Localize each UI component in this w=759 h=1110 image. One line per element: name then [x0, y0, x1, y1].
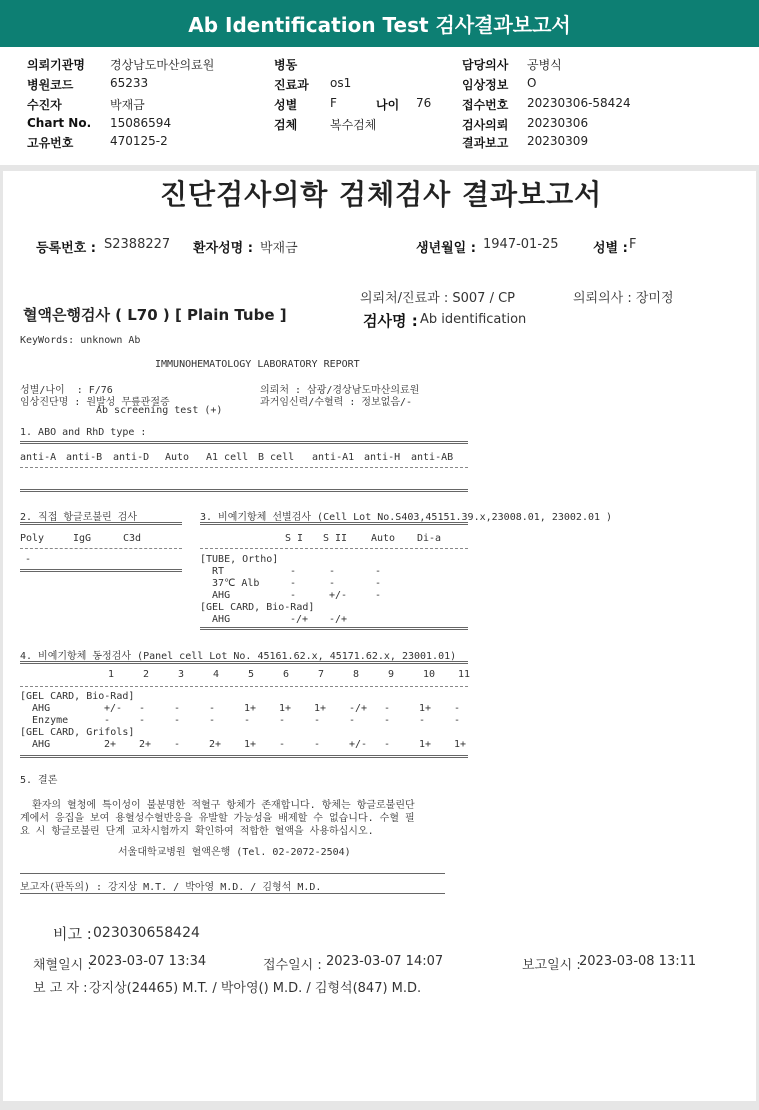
requester-line: 의뢰처 : 삼광/경상남도마산의료원	[260, 385, 420, 396]
screen-col-s2: S II	[323, 533, 348, 544]
clinical-info-value: O	[527, 76, 537, 90]
panel-row-label: AHG	[20, 739, 51, 750]
screening-cell: -	[329, 566, 336, 577]
panel-col-header: 2	[143, 669, 150, 680]
panel-cell: -	[419, 715, 426, 726]
panel-cell: -	[384, 739, 391, 750]
screening-row-label: RT	[200, 566, 225, 577]
dept-info: 의뢰처/진료과 : S007 / CP	[360, 291, 515, 306]
abo-col-anti-d: anti-D	[113, 452, 150, 463]
panel-cell: 1+	[454, 739, 467, 750]
doc-sex-value: F	[629, 237, 637, 252]
signer-label: 보 고 자 :	[33, 981, 88, 996]
abo-col-a1-cell: A1 cell	[206, 452, 249, 463]
abo-col-anti-h: anti-H	[364, 452, 401, 463]
panel-cell: -	[174, 703, 181, 714]
sex-label: 성별	[274, 98, 298, 112]
doc-sex-label: 성별 :	[593, 241, 628, 256]
request-date-value: 20230306	[527, 116, 589, 130]
age-value: 76	[416, 96, 432, 110]
screening-row-label: AHG	[200, 590, 231, 601]
abo-col-anti-b: anti-B	[66, 452, 103, 463]
signer-value: 강지상(24465) M.T. / 박아영() M.D. / 김형석(847) M.D.	[89, 981, 422, 996]
unique-id-value: 470125-2	[110, 134, 168, 148]
unique-id-label: 고유번호	[27, 136, 74, 150]
transfusion-history: 과거임신력/수혈력 : 정보없음/-	[260, 397, 413, 408]
request-date-label: 검사의뢰	[462, 118, 509, 132]
panel-cell: -	[454, 715, 461, 726]
requesting-doctor: 의뢰의사 : 장미정	[573, 291, 674, 306]
panel-col-header: 6	[283, 669, 290, 680]
received-label: 접수일시 :	[263, 958, 322, 973]
screening-cell: -	[290, 578, 297, 589]
panel-cell: -	[349, 715, 356, 726]
panel-row-label: AHG	[20, 703, 51, 714]
report-date-label: 결과보고	[462, 136, 509, 150]
remark-label: 비고 :	[53, 925, 92, 943]
divider	[20, 522, 182, 525]
divider	[20, 441, 468, 444]
received-value: 2023-03-07 14:07	[326, 954, 444, 969]
report-readers: 보고자(판독의) : 강지상 M.T. / 박아영 M.D. / 김형석 M.D.	[20, 882, 322, 893]
screen-col-dia: Di-a	[417, 533, 442, 544]
specimen-value: 복수검체	[330, 118, 377, 132]
reported-label: 보고일시 :	[522, 958, 581, 973]
dat-result: -	[25, 554, 32, 565]
screening-cell: -	[375, 590, 382, 601]
screening-cell: -	[375, 578, 382, 589]
dat-col-igg: IgG	[73, 533, 92, 544]
panel-cell: -	[139, 703, 146, 714]
panel-cell: -	[139, 715, 146, 726]
panel-col-header: 5	[248, 669, 255, 680]
panel-row-label: [GEL CARD, Bio-Rad]	[20, 691, 135, 702]
hospital-code-label: 병원코드	[27, 78, 74, 92]
panel-cell: -	[174, 739, 181, 750]
reported-value: 2023-03-08 13:11	[579, 954, 697, 969]
panel-col-header: 9	[388, 669, 395, 680]
panel-cell: -	[209, 703, 216, 714]
panel-cell: -	[314, 739, 321, 750]
panel-col-header: 8	[353, 669, 360, 680]
hospital-name-value: 경상남도마산의료원	[110, 58, 215, 72]
panel-col-header: 3	[178, 669, 185, 680]
keywords: KeyWords: unknown Ab	[20, 335, 141, 346]
scanned-report-document	[3, 171, 756, 1101]
divider	[20, 686, 468, 687]
panel-cell: +/-	[349, 739, 368, 750]
test-name-value: Ab identification	[420, 312, 527, 327]
registration-value: S2388227	[104, 237, 171, 252]
panel-cell: 1+	[244, 739, 257, 750]
divider	[200, 522, 468, 525]
chart-no-label: Chart No.	[27, 116, 92, 130]
ward-label: 병동	[274, 58, 298, 72]
panel-row-label: [GEL CARD, Grifols]	[20, 727, 135, 738]
screening-row-label: 37℃ Alb	[200, 578, 260, 589]
panel-cell: -	[174, 715, 181, 726]
hospital-name-label: 의뢰기관명	[27, 58, 85, 72]
department-label: 진료과	[274, 78, 309, 92]
clinical-info-label: 임상정보	[462, 78, 509, 92]
panel-cell: -	[279, 715, 286, 726]
divider	[20, 548, 182, 549]
dat-col-poly: Poly	[20, 533, 45, 544]
test-category: 혈액은행검사 ( L70 ) [ Plain Tube ]	[23, 306, 287, 324]
panel-col-header: 1	[108, 669, 115, 680]
attending-doctor-value: 공병식	[527, 58, 562, 72]
remark-value: 023030658424	[93, 925, 200, 941]
patient-label: 수진자	[27, 98, 62, 112]
patient-name-label: 환자성명 :	[193, 241, 253, 256]
collected-label: 채혈일시 :	[33, 958, 92, 973]
screening-cell: -/+	[329, 614, 348, 625]
sex-value: F	[330, 96, 337, 110]
panel-cell: 1+	[279, 703, 292, 714]
screening-row-label: [GEL CARD, Bio-Rad]	[200, 602, 315, 613]
screening-title: 3. 비예기항체 선별검사 (Cell Lot No.S403,45151.39.x,23008.01, 23002.01 )	[200, 512, 613, 523]
report-date-value: 20230309	[527, 134, 589, 148]
screen-col-auto: Auto	[371, 533, 396, 544]
panel-cell: -	[279, 739, 286, 750]
panel-title: 4. 비예기항체 동정검사 (Panel cell Lot No. 45161.62.x, 45171.62.x, 23001.01)	[20, 651, 457, 662]
panel-cell: -	[384, 703, 391, 714]
patient-name-value: 박재금	[260, 241, 298, 256]
attending-doctor-label: 담당의사	[462, 58, 509, 72]
panel-col-header: 10	[423, 669, 436, 680]
panel-col-header: 4	[213, 669, 220, 680]
panel-cell: +/-	[104, 703, 123, 714]
divider	[200, 548, 468, 549]
report-banner-title: Ab Identification Test 검사결과보고서	[0, 0, 759, 47]
conclusion-line: 요 시 항글로불린 단계 교차시험까지 확인하여 적합한 혈액을 사용하십시오.	[20, 826, 374, 837]
panel-cell: 2+	[139, 739, 152, 750]
panel-cell: -	[104, 715, 111, 726]
panel-cell: 1+	[419, 703, 432, 714]
abo-col-anti-ab: anti-AB	[411, 452, 454, 463]
lab-report-title: IMMUNOHEMATOLOGY LABORATORY REPORT	[155, 359, 360, 370]
screening-cell: -/+	[290, 614, 309, 625]
divider	[20, 755, 468, 758]
abo-rhd-title: 1. ABO and RhD type :	[20, 427, 147, 438]
registration-label: 등록번호 :	[36, 241, 96, 256]
panel-cell: -	[209, 715, 216, 726]
clinical-diagnosis-2: Ab screening test (+)	[96, 405, 223, 416]
screening-row-label: [TUBE, Ortho]	[200, 554, 279, 565]
divider	[20, 661, 468, 664]
screening-row-label: AHG	[200, 614, 231, 625]
panel-cell: -/+	[349, 703, 368, 714]
request-header-panel	[0, 47, 759, 165]
panel-cell: 1+	[419, 739, 432, 750]
panel-cell: -	[244, 715, 251, 726]
document-title: 진단검사의학 검체검사 결과보고서	[160, 178, 603, 211]
page-bottom-margin	[0, 1101, 759, 1110]
panel-cell: -	[384, 715, 391, 726]
department-value: os1	[330, 76, 352, 90]
divider	[20, 873, 445, 874]
screening-cell: -	[375, 566, 382, 577]
divider	[20, 569, 182, 572]
screening-cell: -	[290, 566, 297, 577]
abo-col-anti-a1: anti-A1	[312, 452, 355, 463]
divider	[20, 489, 468, 492]
screening-cell: -	[329, 578, 336, 589]
birthdate-label: 생년월일 :	[416, 241, 476, 256]
chart-no-value: 15086594	[110, 116, 172, 130]
abo-col-anti-a: anti-A	[20, 452, 57, 463]
accession-label: 접수번호	[462, 98, 509, 112]
clinical-diagnosis: 임상진단명 : 원발성 무릎관절증	[20, 397, 170, 408]
divider	[200, 627, 468, 630]
patient-value: 박재금	[110, 98, 145, 112]
panel-col-header: 7	[318, 669, 325, 680]
conclusion-title: 5. 결론	[20, 775, 58, 786]
hospital-code-value: 65233	[110, 76, 149, 90]
abo-col-auto: Auto	[165, 452, 190, 463]
dat-title: 2. 직접 항글로불린 검사	[20, 512, 138, 523]
dat-col-c3d: C3d	[123, 533, 142, 544]
divider	[20, 467, 468, 468]
divider	[20, 893, 445, 894]
panel-cell: 1+	[244, 703, 257, 714]
screening-cell: -	[290, 590, 297, 601]
collected-value: 2023-03-07 13:34	[89, 954, 207, 969]
screening-cell: +/-	[329, 590, 348, 601]
test-name-label: 검사명 :	[363, 312, 418, 330]
panel-cell: -	[314, 715, 321, 726]
screen-col-s1: S I	[285, 533, 304, 544]
panel-cell: 2+	[209, 739, 222, 750]
abo-col-b-cell: B cell	[258, 452, 295, 463]
accession-value: 20230306-58424	[527, 96, 631, 110]
panel-cell: -	[454, 703, 461, 714]
conclusion-line: 환자의 혈청에 특이성이 불분명한 적혈구 항체가 존재합니다. 항체는 항글로불린단	[20, 800, 415, 811]
panel-cell: 1+	[314, 703, 327, 714]
panel-col-header: 11	[458, 669, 471, 680]
birthdate-value: 1947-01-25	[483, 237, 559, 252]
panel-row-label: Enzyme	[20, 715, 69, 726]
conclusion-line: 계에서 응집을 보여 용혈성수혈반응을 유발할 가능성을 배제할 수 없습니다. 수혈 필	[20, 813, 415, 824]
panel-cell: 2+	[104, 739, 117, 750]
sex-age-line: 성별/나이 : F/76	[20, 385, 113, 396]
age-label: 나이	[376, 98, 400, 112]
blood-bank-contact: 서울대학교병원 혈액은행 (Tel. 02-2072-2504)	[118, 847, 351, 858]
specimen-label: 검체	[274, 118, 298, 132]
